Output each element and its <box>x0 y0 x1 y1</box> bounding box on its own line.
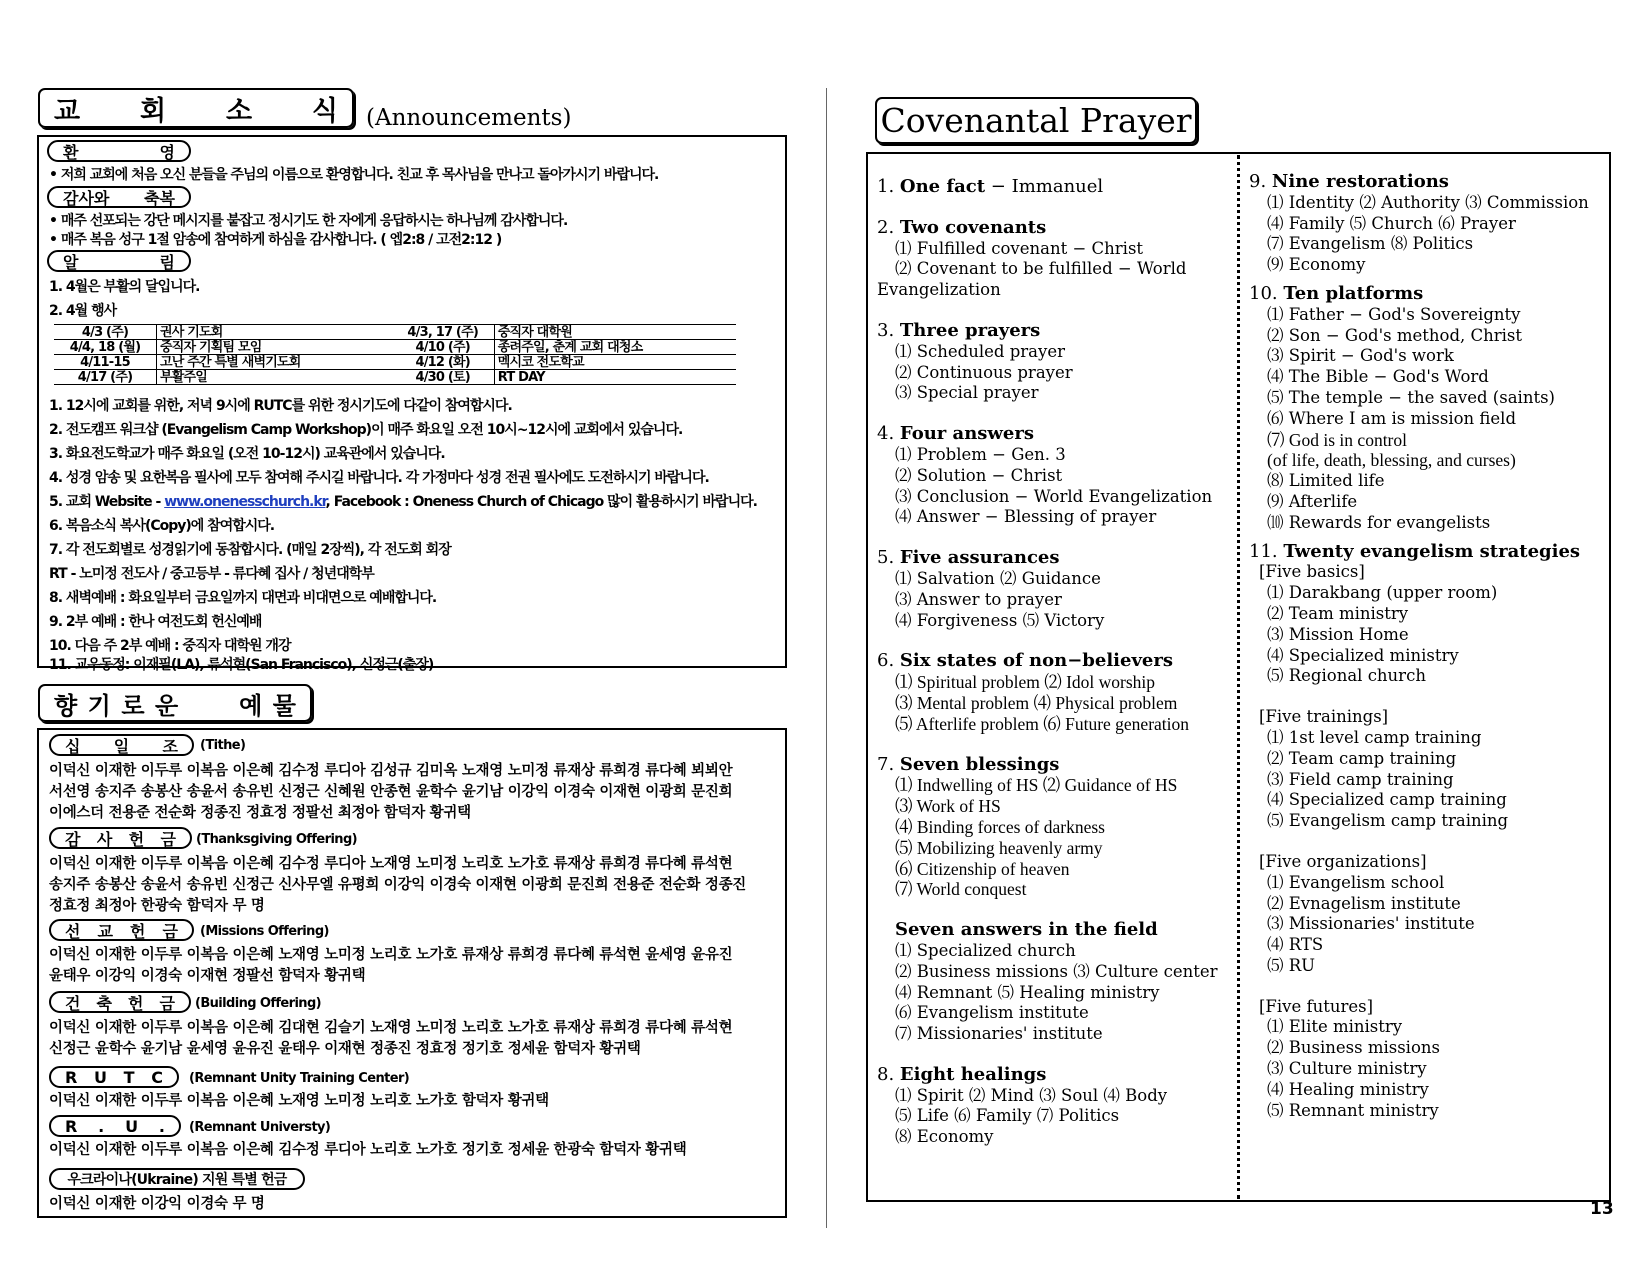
offering-names: 이덕신 이재한 이두루 이복음 이은혜 김수정 루디아 노리호 노가호 정기호 정세윤 한광숙 함덕자 황귀택 <box>49 1142 687 1158</box>
thanksgiving-label: 감 사 헌 금 <box>49 827 192 849</box>
prayer-heading-text: Two covenants <box>899 216 1047 238</box>
notice-line: RT - 노미정 전도사 / 중고등부 - 류다혜 집사 / 청년대학부 <box>49 566 374 582</box>
thanksgiving-note: (Thanksgiving Offering) <box>196 832 358 847</box>
notice-line: 3. 화요전도학교가 매주 화요일 (오전 10-12시) 교육관에서 있습니다. <box>49 446 445 462</box>
table-row: 4/11-15 고난 주간 특별 새벽기도회 4/12 (화) 멕시코 전도학교 <box>54 355 736 370</box>
prayer-heading-text: Twenty evangelism strategies <box>1283 540 1581 562</box>
prayer-item: ⑷ Forgiveness ⑸ Victory <box>895 610 1105 630</box>
prayer-item: ⑴ Indwelling of HS ⑵ Guidance of HS <box>895 775 1178 796</box>
offering-names: 이덕신 이재한 이두루 이복음 이은혜 노재영 노미정 노리호 노가호 류재상 류희경 류다혜 류석현 윤세영 윤유진 <box>49 947 733 963</box>
notice-line: 6. 복음소식 복사(Copy)에 참여합시다. <box>49 518 275 534</box>
notice-line: 2. 4월 행사 <box>49 303 117 319</box>
offering-names: 이에스더 전용준 전순화 정종진 정효정 정팔선 최정아 함덕자 황귀택 <box>49 805 471 821</box>
strategy-item: ⑷ RTS <box>1267 935 1324 955</box>
ukraine-label: 우크라이나(Ukraine) 지원 특별 헌금 <box>49 1168 305 1190</box>
offerings-title: 향 기 로 운 예 물 <box>38 684 312 722</box>
prayer-number: 3. <box>877 319 900 341</box>
website-link[interactable]: www.onenesschurch.kr <box>164 494 326 510</box>
offering-names: 신정근 윤학수 윤기남 윤세영 윤유진 윤태우 이재현 정종진 정효정 정기호 정세윤 함덕자 황귀택 <box>49 1041 641 1057</box>
notice-line: 1. 4월은 부활의 달입니다. <box>49 279 200 295</box>
offering-names: 정효정 최정아 한광숙 함덕자 무 명 <box>49 898 265 914</box>
prayer-number: 7. <box>877 753 900 775</box>
prayer-number: 5. <box>877 547 900 569</box>
prayer-number: 8. <box>877 1063 900 1085</box>
prayer-item: ⑻ Limited life <box>1267 471 1385 491</box>
prayer-item: ⑸ The temple − the saved (saints) <box>1267 387 1555 407</box>
prayer-item: ⑶ Special prayer <box>895 383 1039 403</box>
prayer-item: ⑵ Business missions ⑶ Culture center <box>895 961 1218 981</box>
prayer-number: 2. <box>877 216 900 238</box>
prayer-item: ⑶ Conclusion − World Evangelization <box>895 486 1213 506</box>
strategy-group-heading: [Five trainings] <box>1259 707 1389 727</box>
prayer-right-column <box>1249 172 1589 1121</box>
prayer-item: ⑺ God is in control <box>1267 429 1407 450</box>
prayer-item: ⑴ Specialized church <box>895 940 1076 960</box>
strategy-item: ⑵ Evnagelism institute <box>1267 893 1461 913</box>
strategy-item: ⑸ Remnant ministry <box>1267 1100 1439 1120</box>
strategy-group-heading: [Five organizations] <box>1259 851 1427 871</box>
prayer-item: ⑼ Afterlife <box>1267 491 1358 511</box>
prayer-heading <box>877 548 1218 569</box>
notice-label: 알 림 <box>47 250 191 272</box>
prayer-heading <box>877 651 1218 672</box>
notice-line: 8. 새벽예배 : 화요일부터 금요일까지 대면과 비대면으로 예배합니다. <box>49 590 437 606</box>
announcements-subtitle: (Announcements) <box>366 105 572 131</box>
prayer-heading-text: Ten platforms <box>1283 282 1424 304</box>
notice-line: 2. 전도캠프 워크샵 (Evangelism Camp Workshop)이 매주 화요일 오전 10시~12시에 교회에서 있습니다. <box>49 422 683 438</box>
prayer-item: ⑷ The Bible − God's Word <box>1267 367 1489 387</box>
prayer-heading-text: Seven blessings <box>899 753 1060 775</box>
tithe-label: 십 일 조 <box>49 734 194 756</box>
prayer-heading-text: Three prayers <box>899 319 1041 341</box>
notice-line: 4. 성경 암송 및 요한복음 필사에 모두 참여해 주시길 바랍니다. 각 가정마다 성경 전권 필사에도 도전하시기 바랍니다. <box>49 470 709 486</box>
prayer-item: ⑴ Fulfilled covenant − Christ <box>895 238 1144 258</box>
prayer-item: ⑸ Life ⑹ Family ⑺ Politics <box>895 1106 1120 1126</box>
tithe-note: (Tithe) <box>200 738 246 753</box>
prayer-heading <box>877 218 1218 239</box>
prayer-item: ⑹ Where I am is mission field <box>1267 408 1517 428</box>
strategy-item: ⑴ Evangelism school <box>1267 872 1445 892</box>
prayer-item: ⑽ Rewards for evangelists <box>1267 512 1491 532</box>
prayer-item: ⑺ World conquest <box>895 879 1027 900</box>
ru-note: (Remnant Universty) <box>189 1120 331 1135</box>
prayer-number: 11. <box>1249 540 1284 562</box>
missions-note: (Missions Offering) <box>200 924 329 939</box>
thanks-label: 감사와 축복 <box>47 186 191 208</box>
strategy-item: ⑸ Evangelism camp training <box>1267 811 1509 831</box>
column-separator <box>1237 155 1240 1199</box>
prayer-heading-text: Eight healings <box>899 1063 1047 1085</box>
prayer-heading-text: Six states of non−believers <box>899 650 1173 672</box>
prayer-heading-text: Seven answers in the field <box>895 919 1158 941</box>
strategy-item: ⑵ Business missions <box>1267 1038 1440 1058</box>
website-line: 5. 교회 Website - www.onenesschurch.kr, Facebook : Oneness Church of Chicago 많이 활용하시기 바랍니다. <box>49 494 757 510</box>
covenantal-prayer-title: Covenantal Prayer <box>875 97 1197 144</box>
prayer-item: ⑸ Afterlife problem ⑹ Future generation <box>895 713 1190 734</box>
prayer-item: ⑴ Salvation ⑵ Guidance <box>895 568 1101 588</box>
strategy-item: ⑷ Healing ministry <box>1267 1079 1429 1099</box>
prayer-heading-text: Nine restorations <box>1271 171 1449 192</box>
prayer-item: ⑵ Solution − Christ <box>895 465 1063 485</box>
prayer-heading <box>1249 284 1589 305</box>
offering-names: 송지주 송봉산 송윤서 송유빈 신정근 신사무엘 유평희 이강익 이경숙 이재현 이광희 문진희 전용준 전순화 정종진 <box>49 877 746 893</box>
prayer-item: ⑶ Mental problem ⑷ Physical problem <box>895 692 1178 713</box>
prayer-item: ⑺ Missionaries' institute <box>895 1024 1103 1044</box>
prayer-number: 1. <box>877 176 900 197</box>
april-events-table <box>54 324 736 385</box>
prayer-left-column <box>877 177 1218 1148</box>
offering-names: 서선영 송지주 송봉산 송윤서 송유빈 신정근 신혜원 안종현 윤학수 윤기남 이강익 이경숙 이재현 이광희 문진희 <box>49 784 733 800</box>
strategy-group-heading: [Five futures] <box>1259 996 1374 1016</box>
prayer-heading <box>877 177 1218 198</box>
page-number: 13 <box>1590 1199 1614 1219</box>
prayer-number: 6. <box>877 650 900 672</box>
prayer-number: 4. <box>877 423 900 445</box>
prayer-item: ⑸ Mobilizing heavenly army <box>895 837 1103 858</box>
prayer-item: ⑼ Economy <box>1267 255 1366 275</box>
prayer-item: ⑻ Economy <box>895 1127 994 1147</box>
building-label: 건 축 헌 금 <box>49 991 191 1013</box>
welcome-label: 환 영 <box>47 140 191 162</box>
offering-names: 이덕신 이재한 이강익 이경숙 무 명 <box>49 1196 265 1212</box>
notice-line: 10. 다음 주 2부 예배 : 중직자 대학원 개강 <box>49 638 291 654</box>
prayer-heading-text: One fact <box>899 176 986 197</box>
strategy-item: ⑴ 1st level camp training <box>1267 727 1482 747</box>
rutc-label: R U T C <box>49 1066 179 1088</box>
thanks-line-2: • 매주 복음 성구 1절 암송에 참여하게 하심을 감사합니다. ( 엡2:8 / 고전2:12 ) <box>49 232 502 248</box>
notice-line: 1. 12시에 교회를 위한, 저녁 9시에 RUTC를 위한 정시기도에 다같이 참여합시다. <box>49 398 512 414</box>
notice-line: 9. 2부 예배 : 한나 여전도회 헌신예배 <box>49 614 262 630</box>
prayer-item: ⑴ Identity ⑵ Authority ⑶ Commission <box>1267 192 1589 212</box>
offering-names: 이덕신 이재한 이두루 이복음 이은혜 김수정 루디아 김성규 김미옥 노재영 노미정 류재상 류희경 류다혜 뵈뵈안 <box>49 763 733 779</box>
prayer-heading <box>877 755 1218 776</box>
prayer-heading-rest: − Immanuel <box>985 176 1104 197</box>
prayer-heading <box>877 321 1218 342</box>
strategy-item: ⑴ Darakbang (upper room) <box>1267 583 1498 603</box>
prayer-item: ⑵ Son − God's method, Christ <box>1267 325 1523 345</box>
strategy-item: ⑷ Specialized ministry <box>1267 645 1459 665</box>
building-note: (Building Offering) <box>195 996 322 1011</box>
prayer-heading <box>1249 542 1589 563</box>
prayer-number: 10. <box>1249 282 1284 304</box>
notice-line: 7. 각 전도회별로 성경읽기에 동참합시다. (매일 2장씩), 각 전도회 회장 <box>49 542 451 558</box>
missions-label: 선 교 헌 금 <box>49 919 194 941</box>
prayer-item: ⑺ Evangelism ⑻ Politics <box>1267 234 1474 254</box>
strategy-item: ⑶ Culture ministry <box>1267 1059 1427 1079</box>
prayer-item: ⑵ Continuous prayer <box>895 362 1073 382</box>
prayer-heading-text: Five assurances <box>899 547 1060 569</box>
strategy-item: ⑸ Regional church <box>1267 666 1426 686</box>
prayer-item: ⑴ Problem − Gen. 3 <box>895 444 1066 464</box>
strategy-item: ⑷ Specialized camp training <box>1267 790 1507 810</box>
strategy-group-heading: [Five basics] <box>1259 562 1365 582</box>
prayer-item: ⑷ Family ⑸ Church ⑹ Prayer <box>1267 213 1516 233</box>
offering-names: 이덕신 이재한 이두루 이복음 이은혜 김수정 루디아 노재영 노미정 노리호 노가호 류재상 류희경 류다혜 류석현 <box>49 856 733 872</box>
table-row: 4/4, 18 (월) 중직자 기획팀 모임 4/10 (주) 종려주일, 춘계 교회 대청소 <box>54 340 736 355</box>
strategy-item: ⑵ Team ministry <box>1267 603 1409 623</box>
prayer-heading-text: Four answers <box>899 423 1034 445</box>
prayer-number: 9. <box>1249 171 1272 192</box>
prayer-item: ⑷ Remnant ⑸ Healing ministry <box>895 982 1160 1002</box>
prayer-item: ⑴ Spirit ⑵ Mind ⑶ Soul ⑷ Body <box>895 1085 1168 1105</box>
prayer-item: (of life, death, blessing, and curses) <box>1267 450 1516 471</box>
prayer-item: ⑶ Answer to prayer <box>895 589 1062 609</box>
strategy-item: ⑶ Field camp training <box>1267 769 1454 789</box>
prayer-item: ⑴ Father − God's Sovereignty <box>1267 304 1521 324</box>
prayer-item: ⑶ Work of HS <box>895 796 1001 817</box>
prayer-item: ⑷ Binding forces of darkness <box>895 816 1105 837</box>
prayer-item: ⑴ Scheduled prayer <box>895 341 1065 361</box>
rutc-note: (Remnant Unity Training Center) <box>189 1071 410 1086</box>
strategy-item: ⑴ Elite ministry <box>1267 1017 1403 1037</box>
offering-names: 이덕신 이재한 이두루 이복음 이은혜 김대현 김슬기 노재영 노미정 노리호 노가호 류재상 류희경 류다혜 류석현 <box>49 1020 733 1036</box>
ru-label: R . U . <box>49 1115 181 1137</box>
prayer-item: ⑹ Citizenship of heaven <box>895 858 1070 879</box>
welcome-text: • 저희 교회에 처음 오신 분들을 주님의 이름으로 환영합니다. 친교 후 목사님을 만나고 돌아가시기 바랍니다. <box>49 167 659 183</box>
prayer-item: ⑶ Spirit − God's work <box>1267 346 1454 366</box>
prayer-heading <box>877 920 1218 941</box>
table-row: 4/17 (주) 부활주일 4/30 (토) RT DAY <box>54 370 736 385</box>
strategy-item: ⑶ Missionaries' institute <box>1267 914 1475 934</box>
prayer-item: ⑵ Covenant to be fulfilled − World <box>895 259 1187 279</box>
prayer-heading <box>877 424 1218 445</box>
strategy-item: ⑸ RU <box>1267 955 1316 975</box>
table-row: 4/3 (주) 권사 기도회 4/3, 17 (주) 중직자 대학원 <box>54 325 736 340</box>
notice-line: 11. 교우동정: 이재필(LA), 류석현(San Francisco), 신정근(출장) <box>49 657 434 673</box>
prayer-item: Evangelization <box>877 280 1001 300</box>
page-divider <box>826 88 827 1228</box>
strategy-item: ⑵ Team camp training <box>1267 748 1457 768</box>
prayer-item: ⑴ Spiritual problem ⑵ Idol worship <box>895 672 1156 693</box>
prayer-item: ⑷ Answer − Blessing of prayer <box>895 507 1157 527</box>
announcements-title: 교 회 소 식 <box>38 88 354 128</box>
prayer-item: ⑹ Evangelism institute <box>895 1003 1089 1023</box>
prayer-heading <box>1249 172 1589 193</box>
strategy-item: ⑶ Mission Home <box>1267 624 1409 644</box>
offering-names: 이덕신 이재한 이두루 이복음 이은혜 노재영 노미정 노리호 노가호 함덕자 황귀택 <box>49 1093 549 1109</box>
thanks-line-1: • 매주 선포되는 강단 메시지를 붙잡고 정시기도 한 자에게 응답하시는 하나님께 감사합니다. <box>49 213 568 229</box>
offering-names: 윤태우 이강익 이경숙 이재현 정팔선 함덕자 황귀택 <box>49 968 366 984</box>
prayer-heading <box>877 1065 1218 1086</box>
